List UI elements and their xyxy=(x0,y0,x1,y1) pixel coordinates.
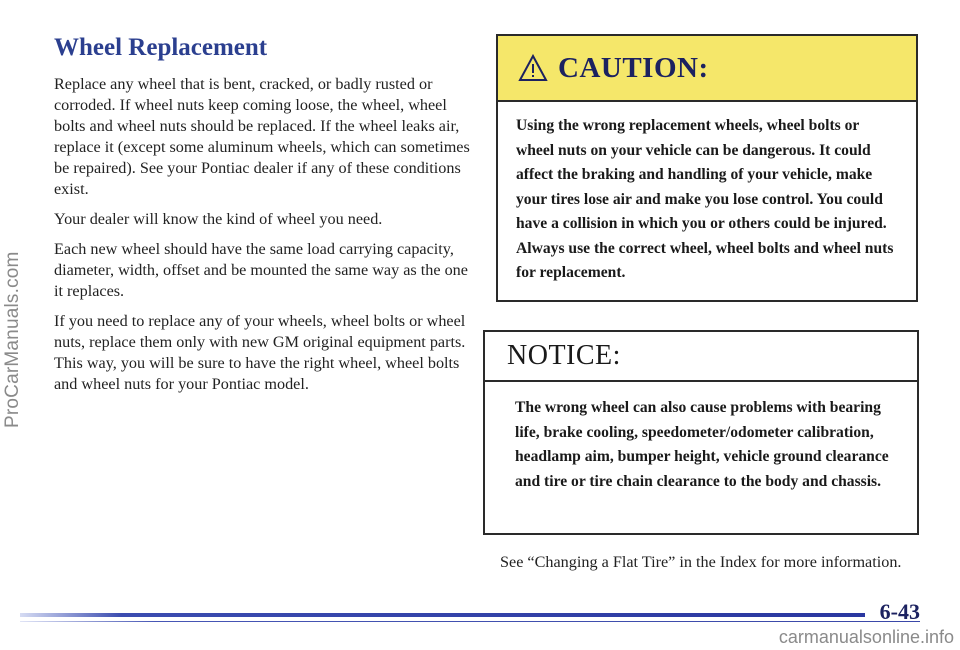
paragraph-replace-wheel: Replace any wheel that is bent, cracked, or badly rusted or corroded. If wheel nuts keep coming loose, the wheel, wheel bolts and wheel nuts should be replaced. If the wheel leaks air, replace it (except some aluminum wheels, which can sometimes be repaired). See your Pontiac dealer if any of these conditions exist. xyxy=(54,75,470,198)
notice-box xyxy=(483,330,919,535)
caution-text: Using the wrong replacement wheels, wheel bolts or wheel nuts on your vehicle can be dangerous. It could affect the braking and handling of your vehicle, make your tires lose air and make you lose control. You could have a collision in which you or others could be injured. Always use the correct wheel, wheel bolts and wheel nuts for replacement. xyxy=(516,117,894,281)
footer-rule-thick xyxy=(20,613,865,617)
caution-box xyxy=(496,34,918,302)
notice-label: NOTICE: xyxy=(507,340,621,371)
see-also-text: See “Changing a Flat Tire” in the Index for more information. xyxy=(500,553,902,571)
left-column xyxy=(54,34,474,404)
notice-header xyxy=(485,332,917,382)
side-watermark: ProCarManuals.com xyxy=(2,251,23,429)
caution-label: CAUTION: xyxy=(558,51,709,84)
page-number: 6-43 xyxy=(879,599,920,624)
notice-text: The wrong wheel can also cause problems with bearing life, brake cooling, speedometer/odometer calibration, headlamp aim, bumper height, vehicle ground clearance and tire or tire chain clearance to the body and chassis. xyxy=(515,399,889,490)
warning-triangle-icon xyxy=(518,54,548,82)
paragraph-gm-parts: If you need to replace any of your wheels, wheel bolts or wheel nuts, replace them only with new GM original equipment parts. This way, you will be sure to have the right wheel, wheel bolts and wheel nuts for your Pontiac model. xyxy=(54,312,466,393)
footer-rule-thin xyxy=(20,621,920,622)
paragraph-dealer: Your dealer will know the kind of wheel you need. xyxy=(54,210,383,228)
paragraph-new-wheel: Each new wheel should have the same load carrying capacity, diameter, width, offset and be mounted the same way as the one it replaces. xyxy=(54,240,468,300)
bottom-watermark: carmanualsonline.info xyxy=(778,627,954,647)
section-title: Wheel Replacement xyxy=(54,34,268,61)
caution-header xyxy=(498,36,916,102)
